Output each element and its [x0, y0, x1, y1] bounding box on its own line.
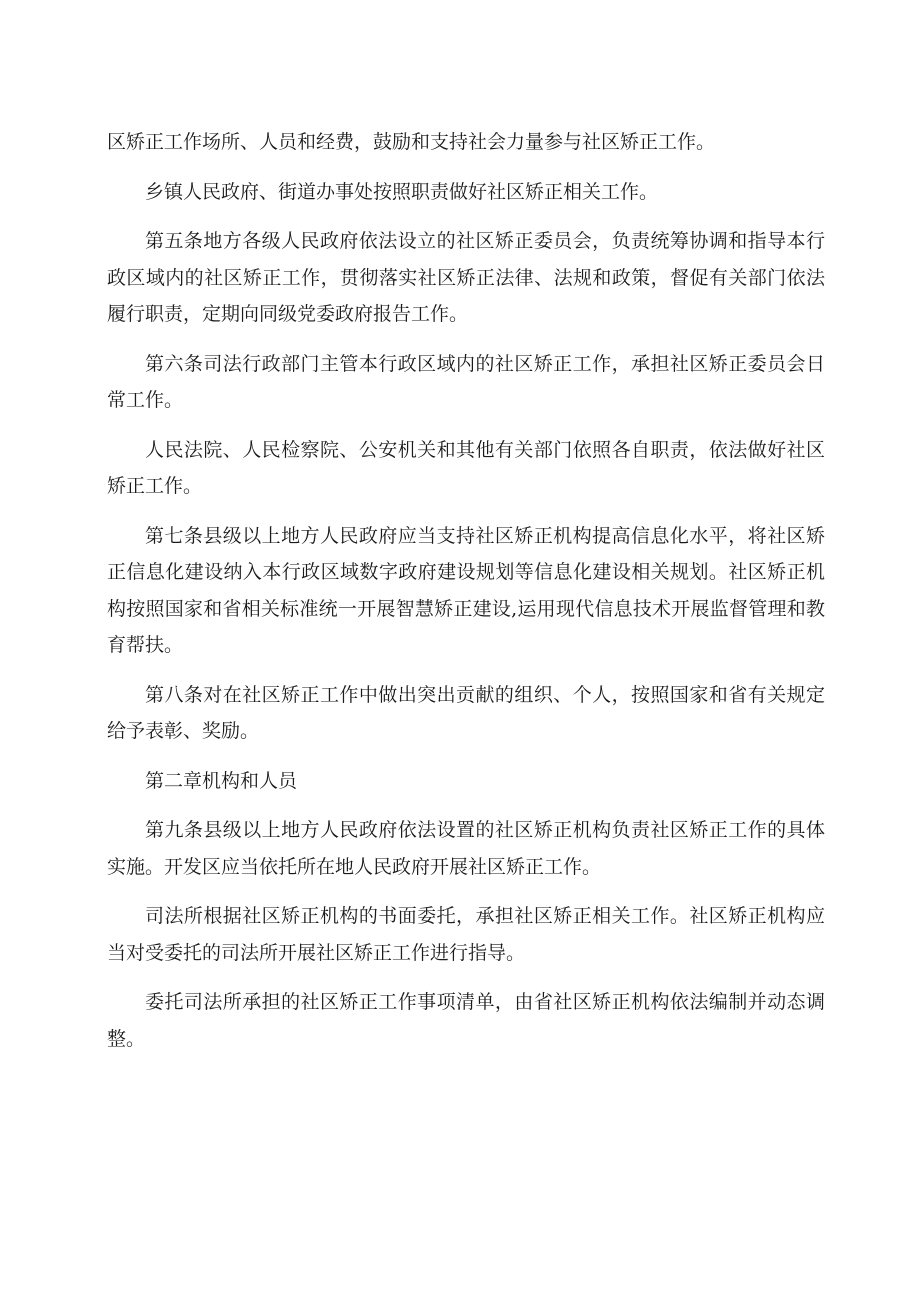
- paragraph-continuation: 区矫正工作场所、人员和经费，鼓励和支持社会力量参与社区矫正工作。: [107, 131, 716, 153]
- article-7-paragraph: 第七条县级以上地方人民政府应当支持社区矫正机构提高信息化水平，将社区矫正信息化建设纳入本行政区域数字政府建设规划等信息化建设相关规划。社区矫正机构按照国家和省相关标准统一开展智慧矫正建设,运用现代信息技术开展监督管理和教育帮扶。: [107, 524, 825, 656]
- document-body: [107, 124, 825, 1070]
- article-6-paragraph: 第六条司法行政部门主管本行政区域内的社区矫正工作，承担社区矫正委员会日常工作。: [107, 352, 825, 411]
- paragraph: 人民法院、人民检察院、公安机关和其他有关部门依照各自职责，依法做好社区矫正工作。: [107, 438, 825, 497]
- paragraph: 司法所根据社区矫正机构的书面委托，承担社区矫正相关工作。社区矫正机构应当对受委托的司法所开展社区矫正工作进行指导。: [107, 905, 825, 964]
- article-9-paragraph: 第九条县级以上地方人民政府依法设置的社区矫正机构负责社区矫正工作的具体实施。开发区应当依托所在地人民政府开展社区矫正工作。: [107, 819, 825, 878]
- article-5-paragraph: 第五条地方各级人民政府依法设立的社区矫正委员会，负责统筹协调和指导本行政区域内的社区矫正工作，贯彻落实社区矫正法律、法规和政策，督促有关部门依法履行职责，定期向同级党委政府报告工作。: [107, 230, 825, 325]
- article-8-paragraph: 第八条对在社区矫正工作中做出突出贡献的组织、个人，按照国家和省有关规定给予表彰、奖励。: [107, 683, 825, 742]
- chapter-2-heading: 第二章机构和人员: [145, 769, 298, 792]
- paragraph: 乡镇人民政府、街道办事处按照职责做好社区矫正相关工作。: [145, 180, 659, 203]
- paragraph: 委托司法所承担的社区矫正工作事项清单，由省社区矫正机构依法编制并动态调整。: [107, 991, 825, 1050]
